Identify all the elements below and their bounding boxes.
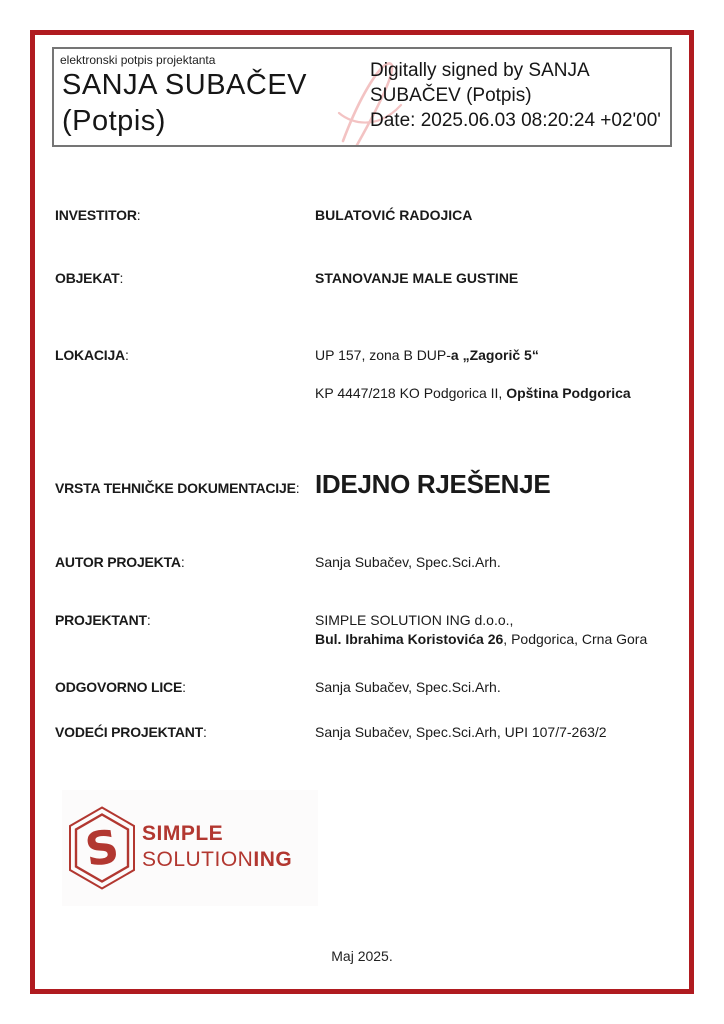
field-value-odgovorno: Sanja Subačev, Spec.Sci.Arh. bbox=[315, 679, 501, 695]
field-row-investitor bbox=[55, 206, 672, 225]
field-label-autor: AUTOR PROJEKTA: bbox=[55, 554, 185, 570]
signature-header-label: elektronski potpis projektanta bbox=[60, 53, 216, 67]
signature-details-line1: Digitally signed by SANJA bbox=[370, 60, 590, 81]
digital-signature-box[interactable] bbox=[52, 47, 672, 147]
field-label-vodeci: VODEĆI PROJEKTANT: bbox=[55, 724, 207, 740]
field-row-objekat bbox=[55, 269, 672, 288]
field-value-projektant: SIMPLE SOLUTION ING d.o.o., Bul. Ibrahima Koristovića 26, Podgorica, Crna Gora bbox=[315, 612, 648, 647]
field-label-lokacija: LOKACIJA: bbox=[55, 347, 129, 363]
signature-name-line1: SANJA SUBAČEV bbox=[62, 69, 308, 101]
svg-text:S: S bbox=[81, 818, 123, 878]
field-label-odgovorno: ODGOVORNO LICE: bbox=[55, 679, 186, 695]
field-value-vodeci: Sanja Subačev, Spec.Sci.Arh, UPI 107/7-263/2 bbox=[315, 724, 607, 740]
signature-details-line2: SUBAČEV (Potpis) bbox=[370, 85, 532, 106]
field-value-autor: Sanja Subačev, Spec.Sci.Arh. bbox=[315, 554, 501, 570]
company-logo bbox=[62, 790, 318, 906]
logo-word-simple: SIMPLE bbox=[142, 822, 224, 845]
field-label-projektant: PROJEKTANT: bbox=[55, 612, 151, 628]
field-label-investitor: INVESTITOR: bbox=[55, 207, 141, 223]
field-value-lokacija: UP 157, zona B DUP-a „Zagorič 5“ KP 4447/218 KO Podgorica II, Opština Podgorica bbox=[315, 347, 631, 401]
hexagon-s-logo-icon bbox=[68, 806, 136, 890]
signature-details bbox=[370, 58, 661, 133]
field-row-lokacija bbox=[55, 346, 672, 422]
signature-name-line2: (Potpis) bbox=[62, 105, 166, 137]
field-row-vodeci bbox=[55, 723, 672, 742]
footer-date: Maj 2025. bbox=[331, 948, 393, 964]
field-row-vrsta bbox=[55, 470, 672, 498]
field-value-objekat: STANOVANJE MALE GUSTINE bbox=[315, 270, 519, 286]
company-logo-text bbox=[142, 821, 292, 875]
field-row-projektant bbox=[55, 611, 672, 649]
signature-details-line3: Date: 2025.06.03 08:20:24 +02'00' bbox=[370, 110, 661, 131]
field-label-vrsta: VRSTA TEHNIČKE DOKUMENTACIJE: bbox=[55, 480, 300, 496]
field-value-vrsta: IDEJNO RJEŠENJE bbox=[315, 469, 551, 499]
field-value-investitor: BULATOVIĆ RADOJICA bbox=[315, 207, 473, 223]
signature-name bbox=[62, 67, 307, 139]
logo-word-solution: SOLUTION bbox=[142, 848, 254, 871]
logo-word-ing: ING bbox=[253, 848, 293, 871]
field-row-odgovorno bbox=[55, 678, 672, 697]
field-row-autor bbox=[55, 553, 672, 572]
field-label-objekat: OBJEKAT: bbox=[55, 270, 124, 286]
